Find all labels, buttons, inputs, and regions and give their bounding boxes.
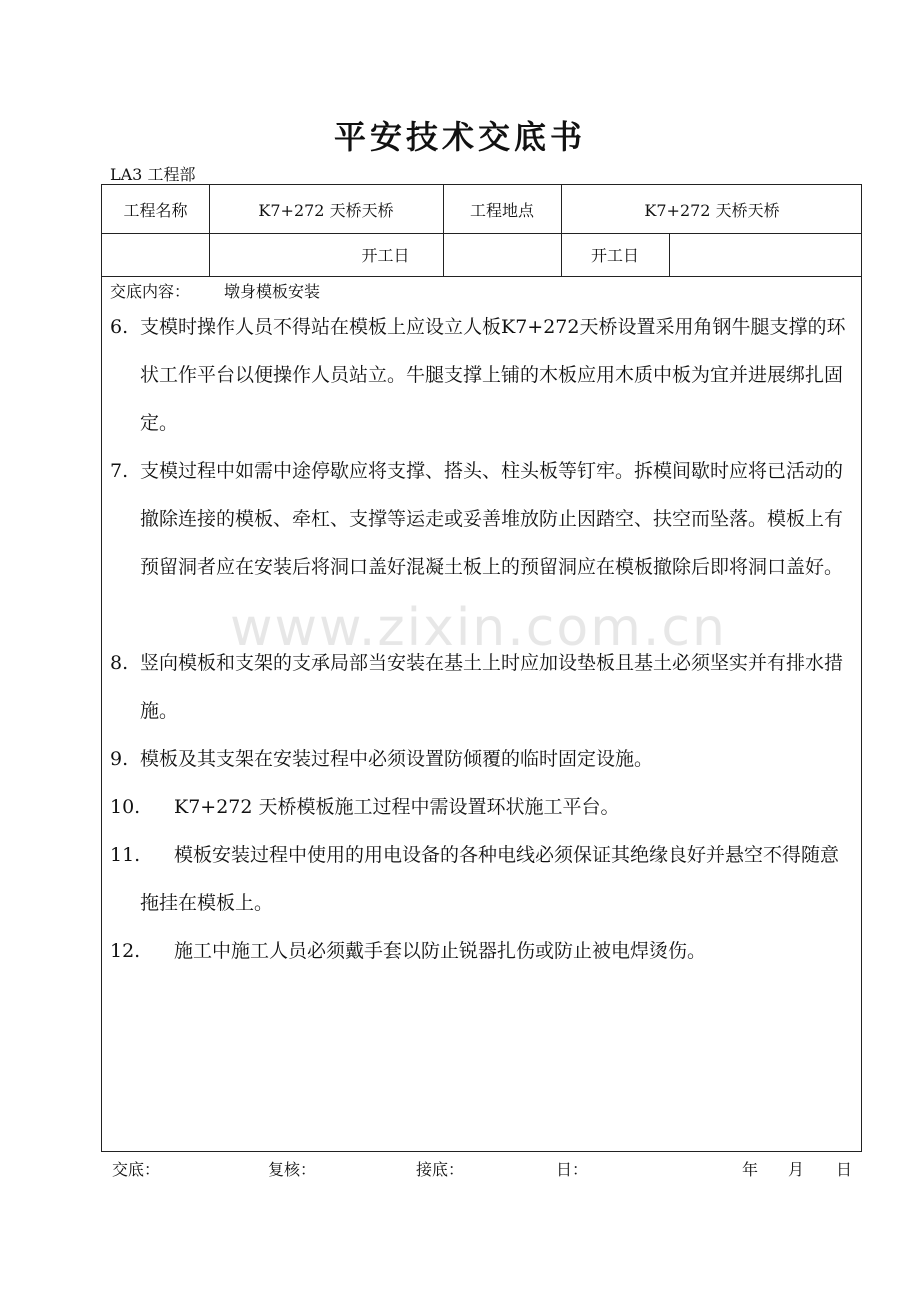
list-item bbox=[110, 927, 855, 975]
item-number: 7. bbox=[110, 460, 129, 482]
content-topic: 墩身模板安装 bbox=[224, 282, 321, 301]
footer-date: 日： bbox=[556, 1160, 589, 1179]
document-title: 平安技术交底书 bbox=[333, 118, 586, 156]
list-item bbox=[110, 735, 855, 783]
row-divider bbox=[102, 276, 861, 277]
department-label: LA3 工程部 bbox=[110, 165, 196, 184]
list-item bbox=[110, 447, 855, 591]
item-number: 6. bbox=[110, 316, 129, 338]
item-text: 竖向模板和支架的支承局部当安装在基土上时应加设垫板且基土必须坚实并有排水措施。 bbox=[140, 652, 844, 722]
start-date-label: 开工日 bbox=[590, 246, 639, 265]
disclosure-form bbox=[101, 184, 862, 1152]
item-number: 8. bbox=[110, 652, 129, 674]
footer-review: 复核： bbox=[268, 1160, 317, 1179]
start-date-label: 开工日 bbox=[361, 246, 410, 265]
footer-month: 月 bbox=[788, 1160, 805, 1179]
footer-handover: 交底： bbox=[112, 1160, 161, 1179]
content-label bbox=[110, 279, 320, 302]
footer-day: 日 bbox=[836, 1160, 853, 1179]
item-text: 支模过程中如需中途停歇应将支撑、搭头、柱头板等钉牢。拆模间歇时应将已活动的撤除连接的模板、牵杠、支撑等运走或妥善堆放防止因踏空、扶空而坠落。模板上有预留洞者应在安装后将洞口盖好混凝土板上的预留洞应在模板撤除后即将洞口盖好。 bbox=[140, 460, 844, 578]
item-number: 12. bbox=[110, 940, 141, 962]
project-name-value: K7+272 天桥天桥 bbox=[258, 200, 394, 220]
project-name-label: 工程名称 bbox=[123, 200, 188, 220]
footer-year: 年 bbox=[742, 1160, 759, 1179]
item-text: 模板安装过程中使用的用电设备的各种电线必须保证其绝缘良好并悬空不得随意拖挂在模板上。 bbox=[140, 844, 840, 914]
location-value: K7+272 天桥天桥 bbox=[644, 200, 780, 220]
watermark-text: www.zixin.com.cn bbox=[230, 598, 727, 658]
list-item bbox=[110, 303, 855, 447]
item-text: 支模时操作人员不得站在模板上应设立人板K7+272天桥设置采用角钢牛腿支撑的环状工作平台以便操作人员站立。牛腿支撑上铺的木板应用木质中板为宜并进展绑扎固定。 bbox=[140, 316, 846, 434]
item-number: 10. bbox=[110, 796, 141, 818]
content-label-text: 交底内容： bbox=[110, 282, 191, 301]
item-text: 模板及其支架在安装过程中必须设置防倾覆的临时固定设施。 bbox=[140, 748, 654, 770]
location-label: 工程地点 bbox=[469, 200, 534, 220]
item-text: 施工中施工人员必须戴手套以防止锐器扎伤或防止被电焊烫伤。 bbox=[174, 940, 707, 962]
item-number: 9. bbox=[110, 748, 129, 770]
item-text: K7+272 天桥模板施工过程中需设置环状施工平台。 bbox=[174, 796, 620, 818]
footer-receiver: 接底： bbox=[416, 1160, 465, 1179]
list-item bbox=[110, 831, 855, 927]
row-divider bbox=[102, 233, 861, 234]
list-item bbox=[110, 783, 855, 831]
item-number: 11. bbox=[110, 844, 141, 866]
col-divider bbox=[669, 233, 670, 276]
